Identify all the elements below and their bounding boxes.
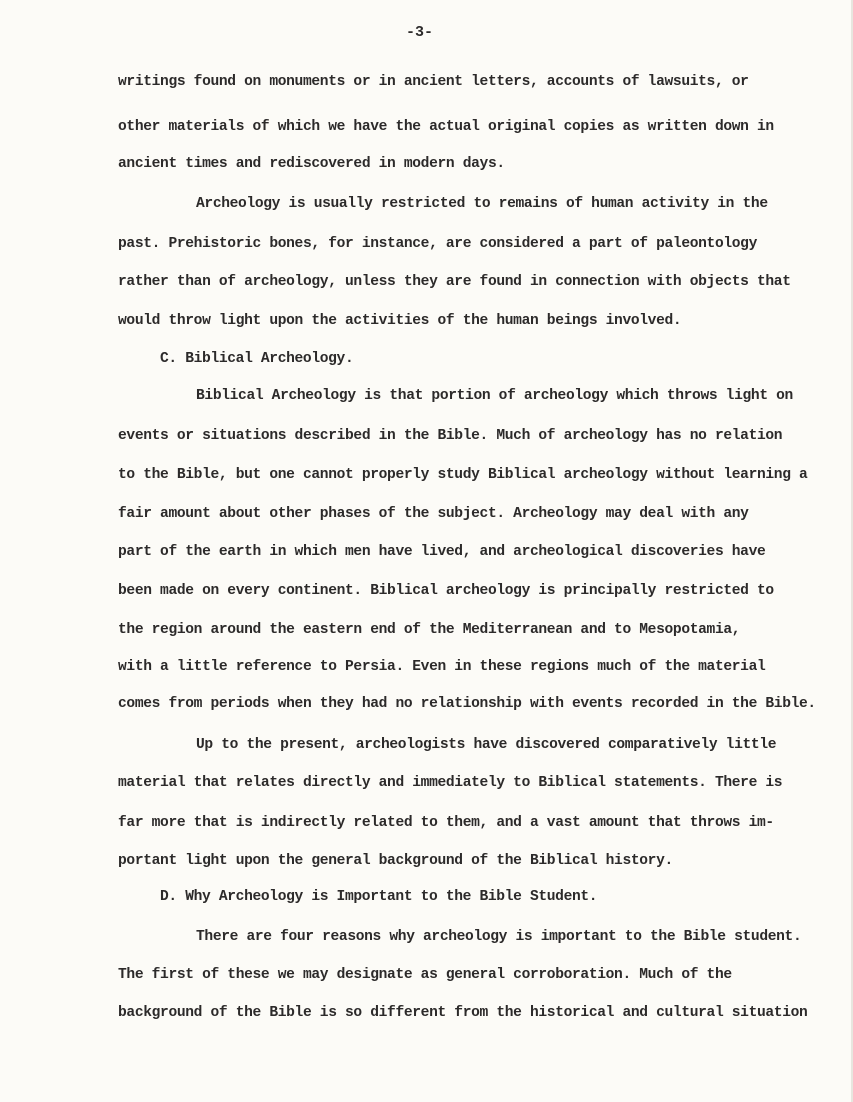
text-line: rather than of archeology, unless they are found in connection with objects that bbox=[118, 274, 791, 290]
text-line: with a little reference to Persia. Even in these regions much of the material bbox=[118, 659, 766, 675]
text-line: material that relates directly and immediately to Biblical statements. There is bbox=[118, 775, 783, 791]
text-line: writings found on monuments or in ancient letters, accounts of lawsuits, or bbox=[118, 74, 749, 90]
text-line: events or situations described in the Bible. Much of archeology has no relation bbox=[118, 428, 783, 444]
text-line: would throw light upon the activities of the human beings involved. bbox=[118, 313, 682, 329]
text-line: ancient times and rediscovered in modern days. bbox=[118, 156, 505, 172]
text-line: There are four reasons why archeology is important to the Bible student. bbox=[196, 929, 802, 945]
text-line: portant light upon the general background of the Biblical history. bbox=[118, 853, 673, 869]
text-line: past. Prehistoric bones, for instance, are considered a part of paleontology bbox=[118, 236, 757, 252]
text-line: Biblical Archeology is that portion of archeology which throws light on bbox=[196, 388, 793, 404]
text-line: the region around the eastern end of the Mediterranean and to Mesopotamia, bbox=[118, 622, 741, 638]
text-line: comes from periods when they had no relationship with events recorded in the Bible. bbox=[118, 696, 816, 712]
text-line: other materials of which we have the actual original copies as written down in bbox=[118, 119, 774, 135]
text-line: part of the earth in which men have lived, and archeological discoveries have bbox=[118, 544, 766, 560]
text-line: been made on every continent. Biblical archeology is principally restricted to bbox=[118, 583, 774, 599]
text-line: Archeology is usually restricted to remains of human activity in the bbox=[196, 196, 768, 212]
text-line: The first of these we may designate as general corroboration. Much of the bbox=[118, 967, 732, 983]
text-line: far more that is indirectly related to them, and a vast amount that throws im- bbox=[118, 815, 774, 831]
text-line: background of the Bible is so different from the historical and cultural situation bbox=[118, 1005, 808, 1021]
section-heading: D. Why Archeology is Important to the Bible Student. bbox=[160, 889, 598, 905]
text-line: to the Bible, but one cannot properly study Biblical archeology without learning a bbox=[118, 467, 808, 483]
text-line: Up to the present, archeologists have discovered comparatively little bbox=[196, 737, 777, 753]
text-line: fair amount about other phases of the subject. Archeology may deal with any bbox=[118, 506, 749, 522]
section-heading: C. Biblical Archeology. bbox=[160, 351, 354, 367]
page-number: -3- bbox=[406, 24, 434, 41]
